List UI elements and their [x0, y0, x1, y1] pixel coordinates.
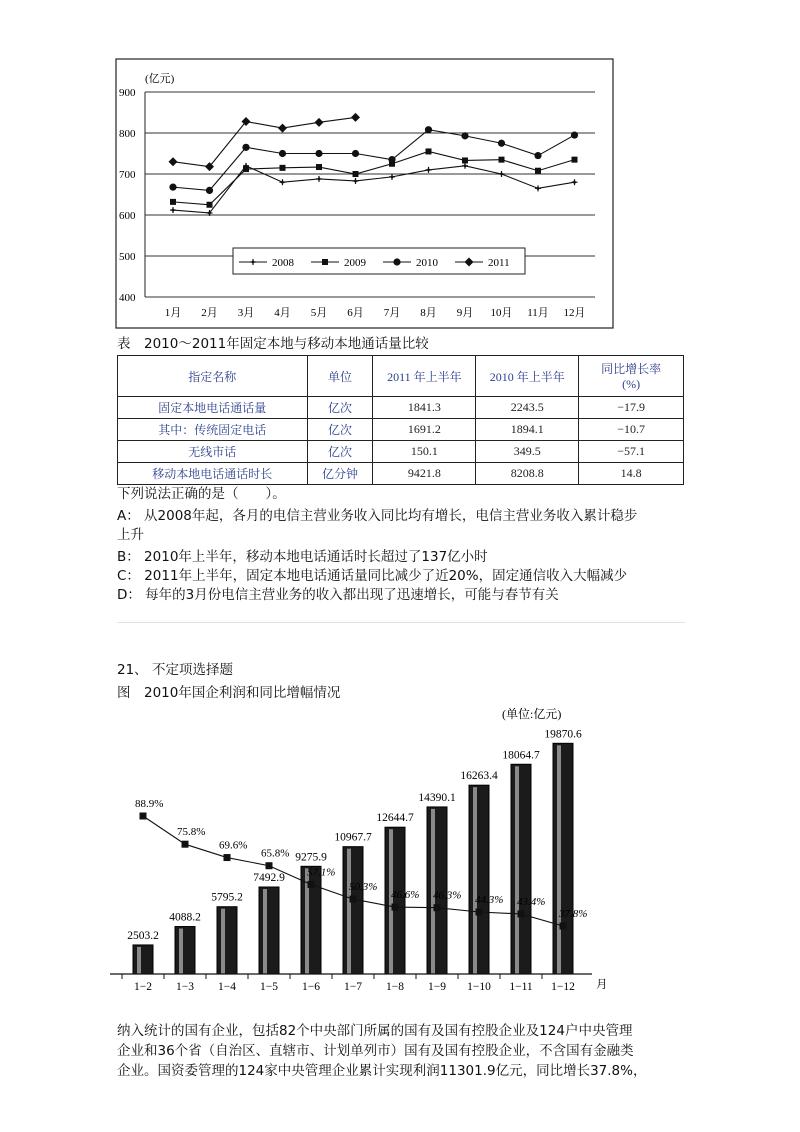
table-cell: 8208.8: [476, 463, 579, 485]
line-chart-revenue: [115, 58, 615, 330]
growth-rate-point: [518, 910, 525, 917]
paragraph-line: 企业和36个省（自治区、直辖市、计划单列市）国有及国有控股企业，不含国有金融类: [117, 1043, 634, 1059]
table-cell: 1894.1: [476, 419, 579, 441]
data-point-2010: [425, 126, 432, 133]
table-cell: 亿次: [307, 419, 373, 441]
chart1-x-tick-label: 5月: [310, 307, 328, 319]
chart2-x-tick-label: 1−4: [218, 981, 236, 993]
growth-rate-label: 57.1%: [307, 866, 336, 879]
table-cell: 亿次: [307, 397, 373, 419]
growth-rate-label: 46.6%: [391, 889, 420, 902]
growth-rate-label: 46.3%: [433, 889, 462, 902]
data-point-2009: [353, 171, 359, 177]
option-a[interactable]: A： 从2008年起，各月的电信主营业务收入同比均有增长，电信主营业务收入累计稳步: [117, 508, 638, 524]
bar: [553, 743, 573, 974]
data-point-2009: [462, 157, 468, 163]
chart1-x-tick-label: 2月: [201, 307, 218, 319]
bar: [343, 847, 363, 974]
growth-rate-point: [560, 923, 567, 930]
growth-rate-point: [140, 813, 147, 820]
table-cell: 1841.3: [373, 397, 476, 419]
table-header-2011: 2011 年上半年: [373, 356, 476, 397]
chart1-x-tick-label: 10月: [490, 307, 513, 319]
growth-rate-point: [392, 904, 399, 911]
table-cell: 亿次: [307, 441, 373, 463]
table-header-growth: [579, 356, 684, 397]
data-point-2009: [426, 148, 432, 154]
growth-rate-point: [308, 881, 315, 888]
chart1-x-tick-label: 3月: [237, 307, 255, 319]
chart1-x-tick-label: 6月: [347, 307, 364, 319]
figure-title: 图 2010年国企利润和同比增幅情况: [117, 685, 341, 701]
legend-label-2011: 2011: [488, 257, 510, 269]
chart1-x-tick-label: 11月: [527, 307, 549, 319]
chart1-x-tick-label: 8月: [420, 307, 437, 319]
bar-value-label: 4088.2: [169, 911, 201, 924]
bar-value-label: 12644.7: [376, 812, 414, 825]
chart1-frame: [116, 59, 613, 328]
legend-marker-2010: [393, 258, 400, 265]
data-point-2010: [315, 150, 322, 157]
table-cell: −17.9: [579, 397, 684, 419]
legend-marker-2009: [322, 259, 328, 265]
chart1-unit-label: (亿元): [145, 73, 175, 85]
section-divider: [117, 622, 685, 623]
growth-rate-point: [476, 909, 483, 916]
legend-label-2009: 2009: [344, 257, 366, 269]
bar-value-label: 19870.6: [544, 728, 582, 741]
table-cell: 其中：传统固定电话: [118, 419, 308, 441]
bar: [469, 785, 489, 974]
paragraph-line: 企业。国资委管理的124家中央管理企业累计实现利润11301.9亿元，同比增长37.8%，: [117, 1063, 647, 1079]
growth-rate-label: 43.4%: [517, 895, 546, 908]
legend-label-2010: 2010: [416, 257, 438, 269]
bar: [217, 907, 237, 974]
option-c[interactable]: C： 2011年上半年，固定本地电话通话量同比减少了近20%，固定通信收入大幅减少: [117, 568, 628, 584]
bar-value-label: 5795.2: [211, 891, 243, 904]
table-cell: 2243.5: [476, 397, 579, 419]
chart2-x-tick-label: 1−3: [176, 981, 194, 993]
chart1-x-tick-label: 9月: [456, 307, 474, 319]
chart1-x-tick-label: 4月: [274, 307, 291, 319]
question-heading: 21、 不定项选择题: [117, 662, 233, 678]
table-cell: 亿分钟: [307, 463, 373, 485]
table-row: [118, 419, 684, 441]
bar: [133, 945, 153, 974]
chart2-x-tick-label: 1−10: [467, 981, 491, 993]
chart1-x-tick-label: 7月: [383, 307, 401, 319]
chart1-y-tick-label: 500: [119, 251, 136, 263]
chart2-x-tick-label: 1−6: [302, 981, 320, 993]
data-point-2010: [534, 152, 541, 159]
bar-value-label: 7492.9: [253, 872, 285, 885]
table-cell: 固定本地电话通话量: [118, 397, 308, 419]
paragraph-line: 纳入统计的国有企业，包括82个中央部门所属的国有及国有控股企业及124户中央管理: [117, 1023, 633, 1039]
data-point-2010: [169, 184, 176, 191]
data-point-2010: [279, 150, 286, 157]
chart2-x-tick-label: 1−12: [551, 981, 575, 993]
table-header-growth-label: 同比增长率: [601, 362, 662, 376]
data-point-2010: [498, 140, 505, 147]
growth-rate-point: [266, 862, 273, 869]
chart1-x-tick-label: 1月: [164, 307, 182, 319]
chart1-y-tick-label: 700: [119, 169, 136, 181]
table-row: [118, 397, 684, 419]
bar-value-label: 14390.1: [418, 791, 456, 804]
bar-value-label: 2503.2: [127, 929, 159, 942]
table-caption: 表 2010～2011年固定本地与移动本地通话量比较: [117, 336, 429, 352]
data-point-2009: [572, 157, 578, 163]
chart1-legend: [233, 248, 525, 274]
data-point-2009: [316, 164, 322, 170]
chart2-unit-label: (单位:亿元): [502, 707, 562, 721]
question-stem: 下列说法正确的是（ ）。: [117, 486, 286, 502]
data-point-2009: [535, 168, 541, 174]
bar-value-label: 9275.9: [295, 851, 327, 864]
bar-value-label: 18064.7: [502, 749, 540, 762]
data-point-2010: [388, 156, 395, 163]
chart1-x-tick-label: 12月: [563, 307, 586, 319]
table-cell: 14.8: [579, 463, 684, 485]
growth-rate-label: 69.6%: [219, 839, 248, 852]
table-cell: 1691.2: [373, 419, 476, 441]
growth-rate-label: 44.3%: [475, 894, 504, 907]
chart2-x-tick-label: 1−8: [386, 981, 404, 993]
data-point-2010: [571, 131, 578, 138]
bar: [175, 927, 195, 974]
chart2-x-tick-label: 1−2: [134, 981, 152, 993]
table-header-row: [118, 356, 684, 397]
bar-line-chart-soe-profit: [110, 700, 610, 1000]
table-header-2010: 2010 年上半年: [476, 356, 579, 397]
bar: [511, 764, 531, 974]
chart1-y-tick-label: 900: [119, 87, 136, 99]
option-b[interactable]: B： 2010年上半年，移动本地电话通话时长超过了137亿小时: [117, 549, 488, 565]
table-row: [118, 441, 684, 463]
comparison-table: [117, 355, 684, 485]
chart2-x-tick-label: 1−9: [428, 981, 446, 993]
table-cell: 无线市话: [118, 441, 308, 463]
growth-rate-label: 37.8%: [559, 908, 588, 920]
data-point-2009: [207, 202, 213, 208]
growth-rate-label: 88.9%: [135, 798, 164, 810]
chart1-y-tick-label: 800: [119, 128, 136, 140]
bar-value-label: 16263.4: [460, 770, 498, 783]
table-row: [118, 463, 684, 485]
data-point-2010: [461, 132, 468, 139]
bar: [259, 887, 279, 974]
table-cell: 150.1: [373, 441, 476, 463]
growth-rate-point: [224, 854, 231, 861]
table-cell: 移动本地电话通话时长: [118, 463, 308, 485]
table-header-growth-unit: (%): [622, 377, 641, 391]
legend-label-2008: 2008: [272, 257, 294, 269]
chart2-x-suffix: 月: [596, 979, 608, 991]
table-header-unit: 单位: [307, 356, 373, 397]
table-cell: −10.7: [579, 419, 684, 441]
chart1-y-tick-label: 600: [119, 210, 136, 222]
chart1-y-tick-label: 400: [119, 292, 136, 304]
growth-rate-label: 50.3%: [349, 881, 378, 894]
growth-rate-label: 75.8%: [177, 826, 206, 839]
data-point-2010: [352, 150, 359, 157]
data-point-2009: [243, 166, 249, 172]
growth-rate-point: [350, 896, 357, 903]
table-cell: 349.5: [476, 441, 579, 463]
table-cell: 9421.8: [373, 463, 476, 485]
table-cell: −57.1: [579, 441, 684, 463]
option-d[interactable]: D： 每年的3月份电信主营业务的收入都出现了迅速增长，可能与春节有关: [117, 587, 559, 603]
data-point-2009: [280, 165, 286, 171]
table-header-name: 指定名称: [118, 356, 308, 397]
data-point-2009: [499, 157, 505, 163]
bar-value-label: 10967.7: [334, 831, 372, 844]
data-point-2010: [206, 187, 213, 194]
chart2-x-tick-label: 1−11: [509, 981, 533, 993]
option-a-continued[interactable]: 上升: [117, 527, 144, 543]
data-point-2009: [170, 199, 176, 205]
chart2-x-tick-label: 1−5: [260, 981, 278, 993]
data-point-2010: [242, 144, 249, 151]
chart2-x-tick-label: 1−7: [344, 981, 362, 993]
growth-rate-point: [182, 841, 189, 848]
growth-rate-point: [434, 904, 441, 911]
growth-rate-label: 65.8%: [261, 847, 290, 860]
